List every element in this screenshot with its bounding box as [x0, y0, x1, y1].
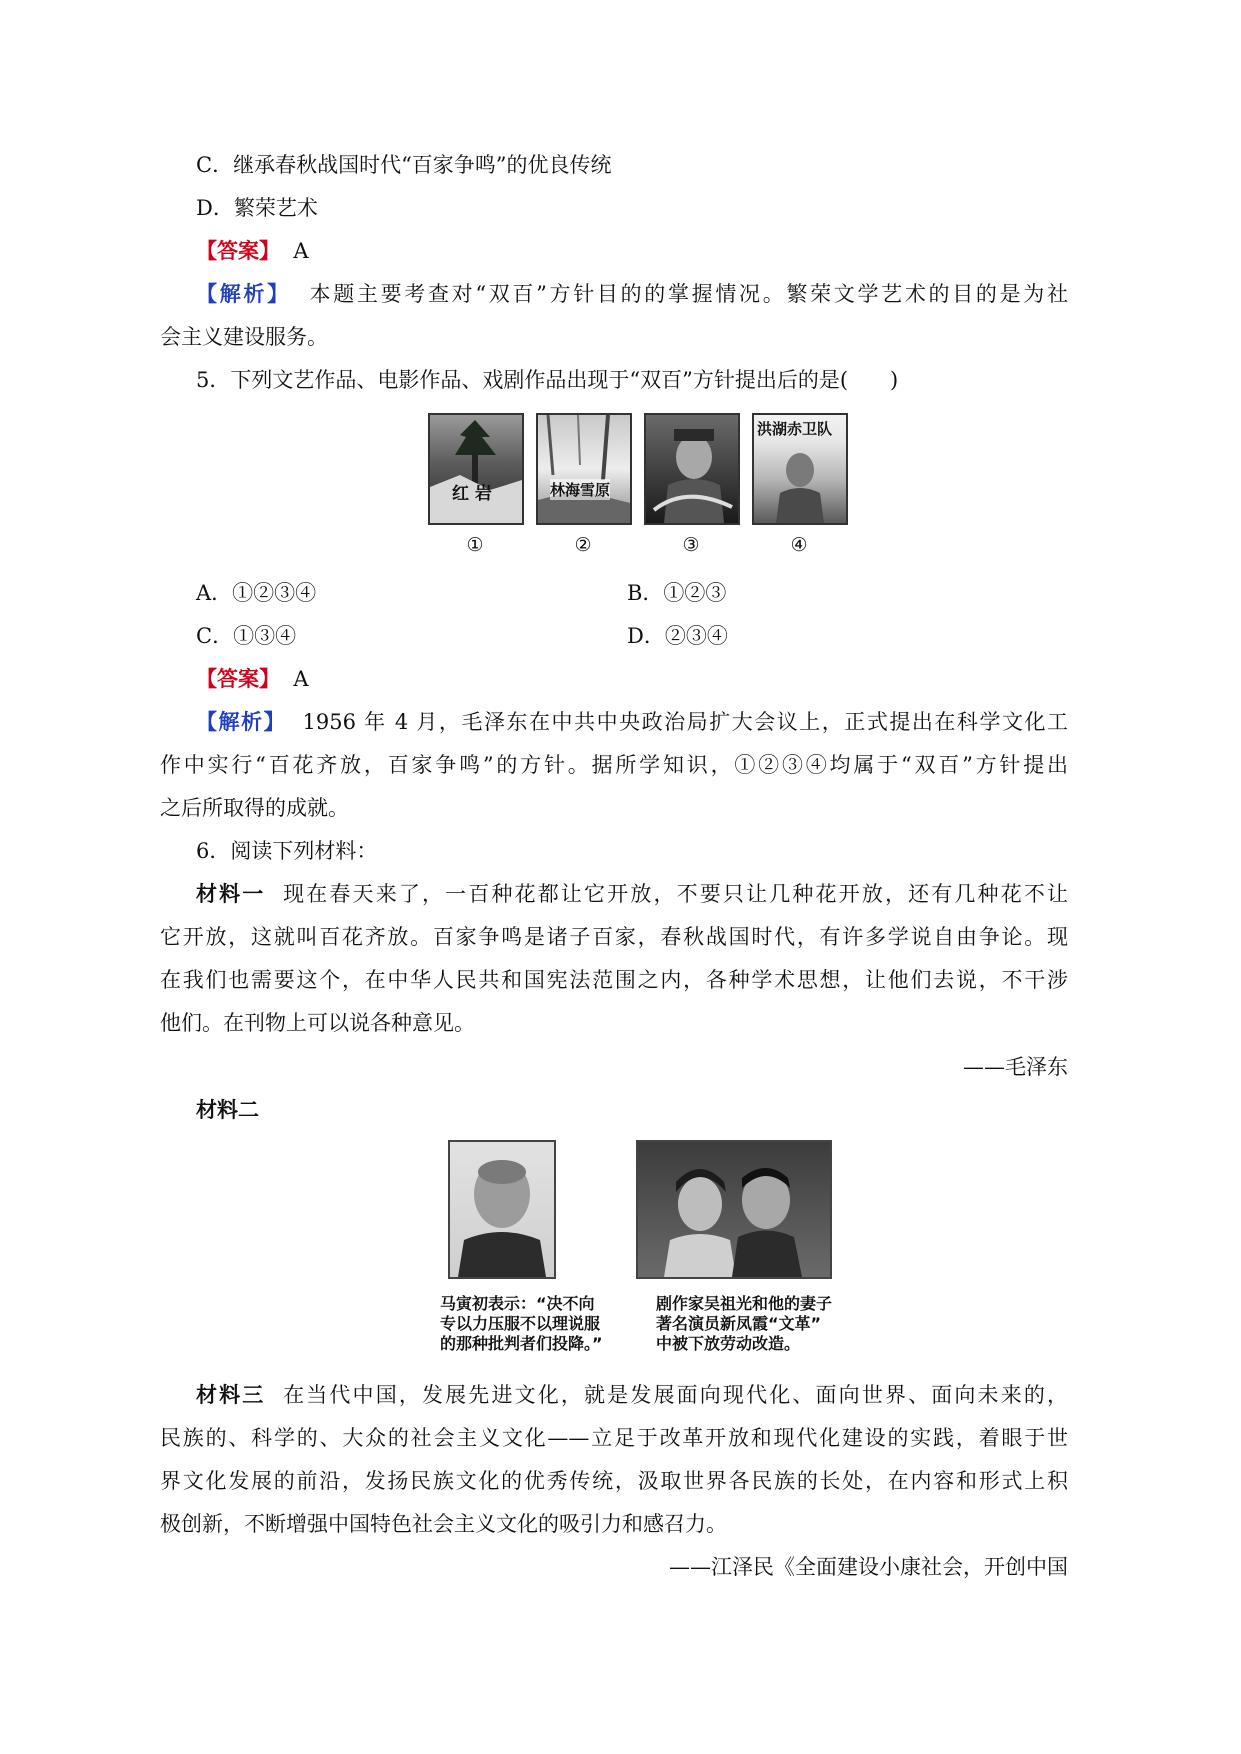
q5-option-c: C．①③④	[196, 624, 297, 648]
snowy-forest-illustration	[538, 415, 630, 523]
q4-answer	[196, 236, 309, 266]
q5-answer	[196, 664, 309, 694]
poster-1-title: 红 岩	[452, 484, 492, 504]
q5-option-d: D．②③④	[627, 624, 728, 648]
material-3-line-3: 界文化发展的前沿，发扬民族文化的优秀传统，汲取世界各民族的长处，在内容和形式上积	[160, 1469, 1068, 1493]
caption-left-line: 专以力压服不以理说服	[440, 1314, 601, 1333]
material-2-tag: 材料二	[196, 1097, 259, 1122]
material-text: 现在春天来了，一百种花都让它开放，不要只让几种花开放，还有几种花不让	[283, 882, 1069, 906]
material-1-line-4: 他们。在刊物上可以说各种意见。	[160, 1011, 475, 1035]
answer-tag: 【答案】	[196, 238, 280, 263]
poster-2-image	[536, 413, 632, 525]
caption-left	[440, 1294, 603, 1354]
material-1-tag: 材料一	[196, 881, 266, 906]
q6-stem: 6．阅读下列材料：	[196, 839, 378, 863]
answer-value: A	[293, 667, 309, 691]
poster-1-label: ①	[466, 534, 484, 556]
q5-analysis-line-2: 作中实行“百花齐放，百家争鸣”的方针。据所学知识，①②③④均属于“双百”方针提出	[160, 753, 1068, 777]
answer-value: A	[293, 239, 309, 263]
q5-analysis-line-3: 之后所取得的成就。	[160, 796, 349, 820]
material-3-line-2: 民族的、科学的、大众的社会主义文化——立足于改革开放和现代化建设的实践，着眼于世	[160, 1426, 1068, 1450]
poster-2-title: 林海雪原	[550, 481, 611, 499]
poster-2-label: ②	[574, 534, 592, 556]
analysis-tag: 【解析】	[196, 709, 287, 734]
poster-1-image	[428, 413, 524, 525]
caption-right-line: 中被下放劳动改造。	[656, 1334, 801, 1353]
material-3-line-4: 极创新，不断增强中国特色社会主义文化的吸引力和感召力。	[160, 1512, 727, 1536]
material-1-line-1	[196, 879, 1068, 909]
couple-portrait-illustration	[638, 1142, 830, 1277]
analysis-tag: 【解析】	[196, 281, 291, 306]
soldier-portrait-illustration	[646, 415, 738, 523]
poster-3-label: ③	[682, 534, 700, 556]
pine-tree-illustration	[430, 415, 522, 523]
wu-zuguang-photo	[636, 1140, 832, 1279]
analysis-text: 1956 年 4 月，毛泽东在中共中央政治局扩大会议上，正式提出在科学文化工	[302, 710, 1069, 734]
material-1-line-3: 在我们也需要这个，在中华人民共和国宪法范围之内，各种学术思想，让他们去说，不干涉	[160, 968, 1068, 992]
q4-analysis-line-2: 会主义建设服务。	[160, 325, 328, 349]
q4-option-c: C．继承春秋战国时代“百家争鸣”的优良传统	[196, 153, 612, 177]
caption-right	[656, 1294, 832, 1354]
material-3-line-1	[196, 1380, 1068, 1410]
ma-yinchu-photo	[448, 1140, 556, 1279]
caption-right-line: 剧作家吴祖光和他的妻子	[656, 1294, 833, 1313]
material-1-source: ——毛泽东	[963, 1055, 1068, 1079]
material-3-source: ——江泽民《全面建设小康社会，开创中国	[669, 1555, 1068, 1579]
man-portrait-illustration	[450, 1142, 554, 1277]
caption-right-line: 著名演员新凤霞“文革”	[656, 1314, 822, 1333]
answer-tag: 【答案】	[196, 666, 280, 691]
q5-analysis-line-1	[196, 707, 1068, 737]
analysis-text: 本题主要考查对“双百”方针目的的掌握情况。繁荣文学艺术的目的是为社	[309, 282, 1068, 306]
caption-left-line: 马寅初表示：“决不向	[440, 1294, 595, 1313]
poster-4-label: ④	[790, 534, 808, 556]
q5-option-a: A．①②③④	[196, 581, 317, 605]
q5-stem: 5．下列文艺作品、电影作品、戏剧作品出现于“双百”方针提出后的是( )	[196, 368, 899, 392]
caption-left-line: 的那种批判者们投降。”	[440, 1334, 603, 1353]
material-1-line-2: 它开放，这就叫百花齐放。百家争鸣是诸子百家，春秋战国时代，有许多学说自由争论。现	[160, 925, 1068, 949]
material-text: 在当代中国，发展先进文化，就是发展面向现代化、面向世界、面向未来的，	[283, 1383, 1069, 1407]
poster-4-image	[752, 413, 848, 525]
q5-option-b: B．①②③	[627, 581, 727, 605]
material-3-tag: 材料三	[196, 1382, 266, 1407]
poster-3-image	[644, 413, 740, 525]
q4-option-d: D．繁荣艺术	[196, 196, 318, 220]
q4-analysis-line-1	[196, 279, 1068, 309]
poster-4-title: 洪湖赤卫队	[757, 420, 833, 438]
